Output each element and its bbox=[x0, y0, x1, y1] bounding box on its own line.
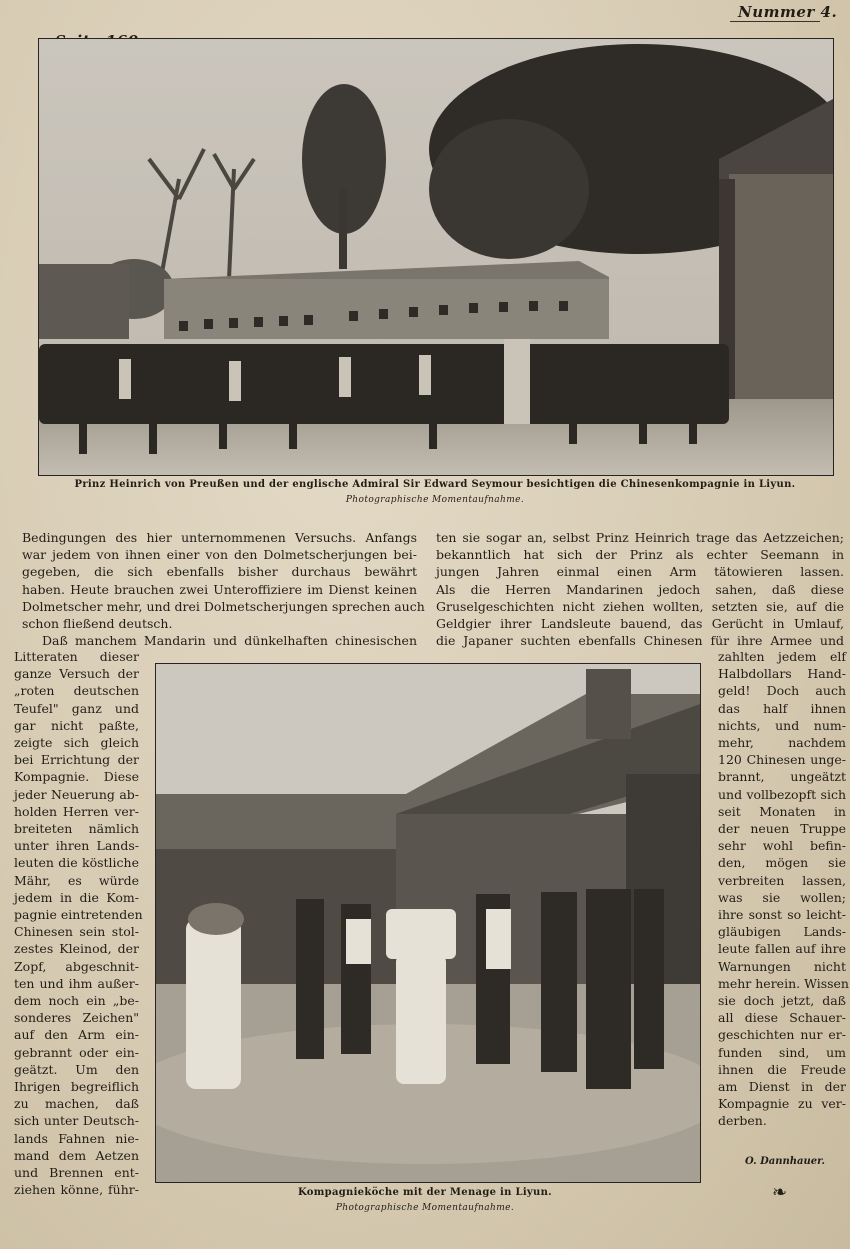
text-line: den, mögen sie bbox=[718, 855, 846, 871]
photo-cooks-subcaption: Photographische Momentaufnahme. bbox=[335, 1203, 515, 1213]
text-line: all diese Schauer- bbox=[718, 1010, 846, 1026]
text-line: verbreiten lassen, bbox=[718, 872, 846, 888]
text-line: Teufel" ganz und bbox=[14, 700, 139, 716]
text-right-narrow bbox=[718, 648, 849, 1130]
text-line: jungen Jahren einmal einen Arm tätowieren lassen. bbox=[436, 564, 844, 580]
photo-inspection-subcaption: Photographische Momentaufnahme. bbox=[345, 495, 525, 505]
text-line: jeder Neuerung ab- bbox=[14, 786, 139, 802]
text-line: geld! Doch auch bbox=[718, 683, 846, 699]
text-line: Gruselgeschichten nicht ziehen wollten, setzten sie, auf die bbox=[436, 598, 844, 614]
text-line: auf den Arm ein- bbox=[14, 1027, 139, 1043]
photo-inspection bbox=[38, 38, 834, 476]
text-line: Bedingungen des hier unternommenen Versuchs. Anfangs bbox=[22, 530, 417, 545]
text-line: gebrannt oder ein- bbox=[14, 1044, 139, 1060]
text-line: seit Monaten in bbox=[718, 803, 846, 819]
text-left-narrow bbox=[14, 648, 143, 1199]
text-line: lands Fahnen nie- bbox=[14, 1130, 139, 1146]
text-line: Kompagnie zu ver- bbox=[718, 1096, 846, 1112]
text-line: schon fließend deutsch. bbox=[22, 616, 173, 632]
text-line: ziehen könne, führ- bbox=[14, 1182, 139, 1198]
photo-inspection-illustration bbox=[39, 39, 833, 475]
photo-cooks-caption: Kompagnieköche mit der Menage in Liyun. bbox=[298, 1187, 552, 1198]
text-line: bekanntlich hat sich der Prinz als echter Seemann in bbox=[436, 547, 844, 563]
photo-cooks-illustration bbox=[156, 664, 700, 1182]
text-line: Mähr, es würde bbox=[14, 872, 139, 888]
photo-inspection-caption: Prinz Heinrich von Preußen und der englische Admiral Sir Edward Seymour besichtigen die Chinesenkompagnie in Liyun. bbox=[74, 479, 796, 490]
text-left-top bbox=[22, 529, 425, 649]
text-line: zeigte sich gleich bbox=[14, 735, 139, 751]
text-line: gar nicht paßte, bbox=[14, 717, 139, 733]
text-line: gläubigen Lands- bbox=[718, 924, 846, 940]
text-line: sich unter Deutsch- bbox=[14, 1113, 139, 1129]
text-line: mand dem Aetzen bbox=[14, 1147, 139, 1163]
text-line: nichts, und num- bbox=[718, 717, 846, 733]
issue-number: Nummer 4. bbox=[738, 3, 838, 21]
text-line: funden sind, um bbox=[718, 1044, 846, 1060]
text-line: Geldgier ihrer Landsleute bauend, das Gerücht in Umlauf, bbox=[436, 616, 844, 632]
text-line: zahlten jedem elf bbox=[718, 649, 846, 664]
text-line: jedem in die Kom- bbox=[14, 889, 139, 905]
text-line: 120 Chinesen unge- bbox=[718, 752, 846, 768]
text-line: sie doch jetzt, daß bbox=[718, 993, 846, 1009]
text-line: leuten die köstliche bbox=[14, 855, 139, 871]
text-line: holden Herren ver- bbox=[14, 803, 139, 819]
text-line: ihnen die Freude bbox=[718, 1061, 846, 1077]
text-line: „roten deutschen bbox=[14, 683, 139, 699]
text-line: das half ihnen bbox=[718, 700, 846, 716]
text-line: und Brennen ent- bbox=[14, 1165, 139, 1181]
text-line: ten sie sogar an, selbst Prinz Heinrich trage das Aetzzeichen; bbox=[436, 530, 844, 545]
text-line: Kompagnie. Diese bbox=[14, 769, 139, 785]
text-line: leute fallen auf ihre bbox=[718, 941, 846, 957]
text-line: bei Errichtung der bbox=[14, 752, 139, 768]
text-line: gegeben, die sich ebenfalls bisher durchaus bewährt bbox=[22, 564, 417, 580]
text-line: ten und ihm außer- bbox=[14, 975, 139, 991]
text-line: die Japaner suchten ebenfalls Chinesen für ihre Armee und bbox=[436, 633, 844, 649]
text-line: breiteten nämlich bbox=[14, 821, 139, 837]
text-line: mehr, nachdem bbox=[718, 735, 846, 751]
text-line: Als die Herren Mandarinen jedoch sahen, daß diese bbox=[436, 581, 844, 597]
text-line: haben. Heute brauchen zwei Unteroffiziere im Dienst keinen bbox=[22, 581, 417, 597]
text-line: geätzt. Um den bbox=[14, 1061, 139, 1077]
text-line: unter ihren Lands- bbox=[14, 838, 139, 854]
text-line: mehr herein. Wissen bbox=[718, 975, 849, 991]
text-line: und vollbezopft sich bbox=[718, 786, 846, 802]
text-right-top bbox=[436, 529, 844, 649]
text-line: der neuen Truppe bbox=[718, 821, 846, 837]
photo-cooks bbox=[155, 663, 701, 1183]
text-line: Dolmetscher mehr, und drei Dolmetscherjungen sprechen auch bbox=[22, 598, 425, 614]
header-rule-right bbox=[730, 21, 820, 22]
text-line: zestes Kleinod, der bbox=[14, 941, 139, 957]
text-line: Litteraten dieser bbox=[14, 649, 139, 664]
text-line: was sie wollen; bbox=[718, 889, 846, 905]
text-line: dem noch ein „be- bbox=[14, 993, 139, 1009]
text-line: Zopf, abgeschnit- bbox=[14, 958, 139, 974]
ornament-icon: ❧ bbox=[772, 1182, 788, 1203]
text-line: geschichten nur er- bbox=[718, 1027, 846, 1043]
text-line: zu machen, daß bbox=[14, 1096, 139, 1112]
text-line: Halbdollars Hand- bbox=[718, 666, 846, 682]
text-line: Daß manchem Mandarin und dünkelhaften chinesischen bbox=[42, 633, 417, 649]
text-line: brannt, ungeätzt bbox=[718, 769, 846, 785]
text-line: sonderes Zeichen" bbox=[14, 1010, 139, 1026]
author-signature: O. Dannhauer. bbox=[745, 1156, 825, 1167]
text-line: derben. bbox=[718, 1113, 767, 1129]
text-line: Chinesen sein stol- bbox=[14, 924, 139, 940]
text-line: am Dienst in der bbox=[718, 1079, 846, 1095]
text-line: sehr wohl befin- bbox=[718, 838, 846, 854]
text-line: ihre sonst so leicht- bbox=[718, 907, 846, 923]
text-line: war jedem von ihnen einer von den Dolmetscherjungen bei- bbox=[22, 547, 417, 563]
text-line: Ihrigen begreiflich bbox=[14, 1079, 139, 1095]
text-line: ganze Versuch der bbox=[14, 666, 139, 682]
text-line: pagnie eintretenden bbox=[14, 907, 143, 923]
text-line: Warnungen nicht bbox=[718, 958, 846, 974]
